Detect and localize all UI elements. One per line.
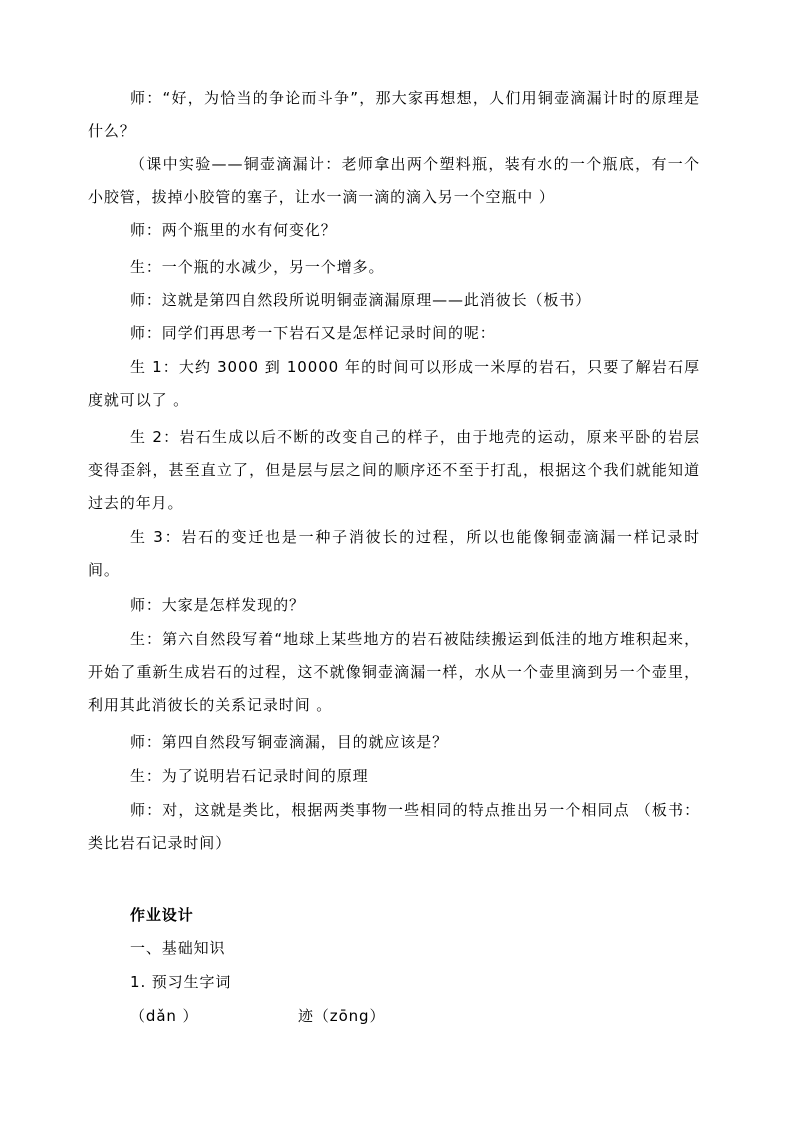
paragraph-2: （课中实验——铜壶滴漏计：老师拿出两个塑料瓶，装有水的一个瓶底，有一个小胶管，拔掉小胶管的塞子，让水一滴一滴的滴入另一个空瓶中 ） bbox=[88, 155, 700, 206]
paragraph-8: 生 2：岩石生成以后不断的改变自己的样子，由于地壳的运动，原来平卧的岩层变得歪斜，甚至直立了，但是层与层之间的顺序还不至于打乱，根据这个我们就能知道过去的年月。 bbox=[88, 428, 700, 512]
pinyin-blank-1: （dǎn ） bbox=[130, 1007, 199, 1025]
homework-title: 作业设计 bbox=[130, 906, 194, 924]
pinyin-blank-2: 迹（zōng） bbox=[298, 1007, 386, 1025]
paragraph-12: 师：第四自然段写铜壶滴漏，目的就应该是？ bbox=[130, 733, 449, 751]
paragraph-11: 生：第六自然段写着“地球上某些地方的岩石被陆续搬运到低洼的地方堆积起来，开始了重新生成岩石的过程，这不就像铜壶滴漏一样，水从一个壶里滴到另一个壶里，利用其此消彼长的关系记录时间 。 bbox=[88, 630, 700, 714]
paragraph-1: 师：“好，为恰当的争论而斗争”，那大家再想想，人们用铜壶滴漏计时的原理是什么？ bbox=[88, 89, 700, 140]
paragraph-9: 生 3：岩石的变迁也是一种子消彼长的过程，所以也能像铜壶滴漏一样记录时间。 bbox=[88, 528, 700, 579]
section-basic-knowledge: 一、基础知识 bbox=[130, 939, 226, 957]
paragraph-3: 师：两个瓶里的水有何变化？ bbox=[130, 221, 337, 239]
paragraph-10: 师：大家是怎样发现的？ bbox=[130, 596, 305, 614]
item-preview-words: 1. 预习生字词 bbox=[130, 973, 232, 991]
paragraph-13: 生：为了说明岩石记录时间的原理 bbox=[130, 767, 369, 785]
paragraph-5: 师：这就是第四自然段所说明铜壶滴漏原理——此消彼长（板书） bbox=[130, 291, 592, 309]
paragraph-14: 师：对，这就是类比，根据两类事物一些相同的特点推出另一个相同点 （板书：类比岩石记录时间） bbox=[88, 801, 700, 852]
paragraph-4: 生：一个瓶的水减少，另一个增多。 bbox=[130, 258, 385, 276]
paragraph-6: 师：同学们再思考一下岩石又是怎样记录时间的呢： bbox=[130, 324, 496, 342]
paragraph-7: 生 1：大约 3000 到 10000 年的时间可以形成一米厚的岩石，只要了解岩石厚度就可以了 。 bbox=[88, 358, 700, 409]
